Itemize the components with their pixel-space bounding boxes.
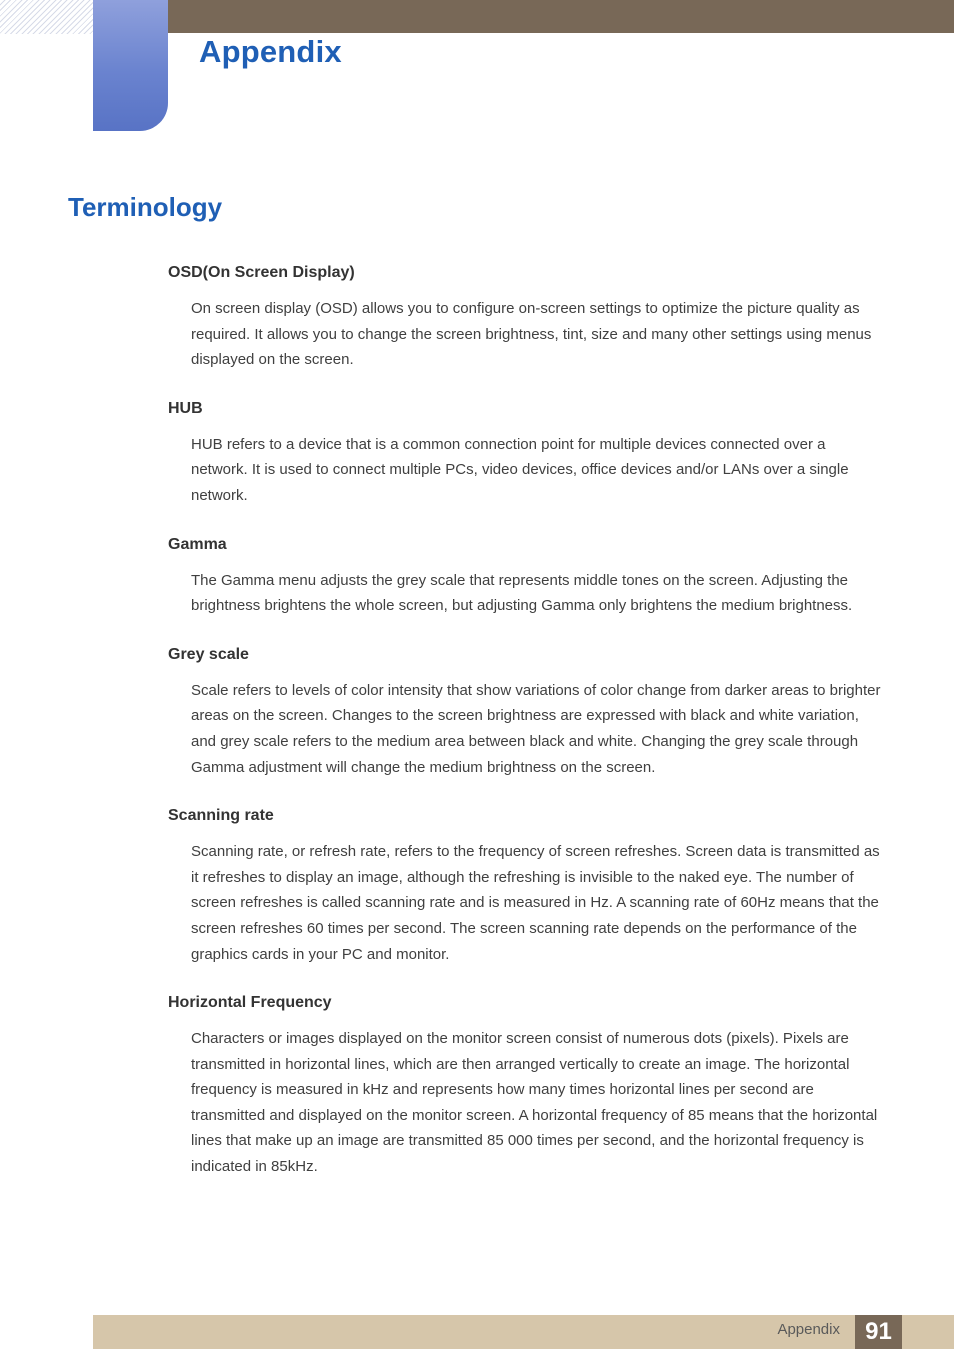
footer-section-label: Appendix (777, 1321, 840, 1338)
term-body: Characters or images displayed on the monitor screen consist of numerous dots (pixels). Pixels are transmitted in horizontal lines, which are then arranged vertically to create an image. The horizontal frequency is measured in kHz and represents how many times horizontal lines per second are transmitted and displayed on the monitor screen. A horizontal frequency of 85 means that the horizontal lines that make up an image are transmitted 85 000 times per second, and the horizontal frequency is indicated in 85kHz. (191, 1030, 878, 1176)
chapter-tab (93, 0, 168, 131)
term-scanning-rate (168, 805, 888, 967)
chapter-title: Appendix (199, 34, 342, 69)
term-body: Scale refers to levels of color intensity that show variations of color change from darker areas to brighter areas on the screen. Changes to the screen brightness are expressed with black and white variation, and grey scale refers to the medium area between black and white. Changing the grey scale through Gamma adjustment will change the medium brightness on the screen. (191, 681, 881, 776)
page-number: 91 (855, 1315, 902, 1349)
term-heading: Scanning rate (168, 807, 274, 825)
term-grey-scale (168, 644, 888, 780)
term-heading: Horizontal Frequency (168, 994, 332, 1012)
term-gamma (168, 534, 888, 619)
term-heading: Grey scale (168, 645, 249, 663)
term-osd (168, 262, 888, 373)
term-heading: OSD(On Screen Display) (168, 264, 355, 281)
terminology-list (168, 262, 888, 1180)
term-body: On screen display (OSD) allows you to configure on-screen settings to optimize the picture quality as required. It allows you to change the screen brightness, tint, size and many other settings using menus displayed on the screen. (191, 300, 872, 369)
term-body: Scanning rate, or refresh rate, refers to the frequency of screen refreshes. Screen data is transmitted as it refreshes to display an image, although the refreshing is invisible to the naked eye. The number of screen refreshes is called scanning rate and is measured in Hz. A scanning rate of 60Hz means that the screen refreshes 60 times per second. The screen scanning rate depends on the performance of the graphics cards in your PC and monitor. (191, 843, 880, 963)
term-body: The Gamma menu adjusts the grey scale that represents middle tones on the screen. Adjusting the brightness brightens the whole screen, but adjusting Gamma only brightens the medium brightness. (191, 571, 853, 615)
term-body: HUB refers to a device that is a common connection point for multiple devices connected over a network. It is used to connect multiple PCs, video devices, office devices and/or LANs over a single network. (191, 435, 849, 504)
header-bar (168, 0, 954, 33)
term-heading: HUB (168, 399, 203, 417)
term-heading: Gamma (168, 535, 227, 553)
term-horizontal-frequency (168, 992, 888, 1180)
section-title: Terminology (68, 192, 223, 222)
term-hub (168, 398, 888, 509)
decorative-hatch (0, 0, 93, 34)
